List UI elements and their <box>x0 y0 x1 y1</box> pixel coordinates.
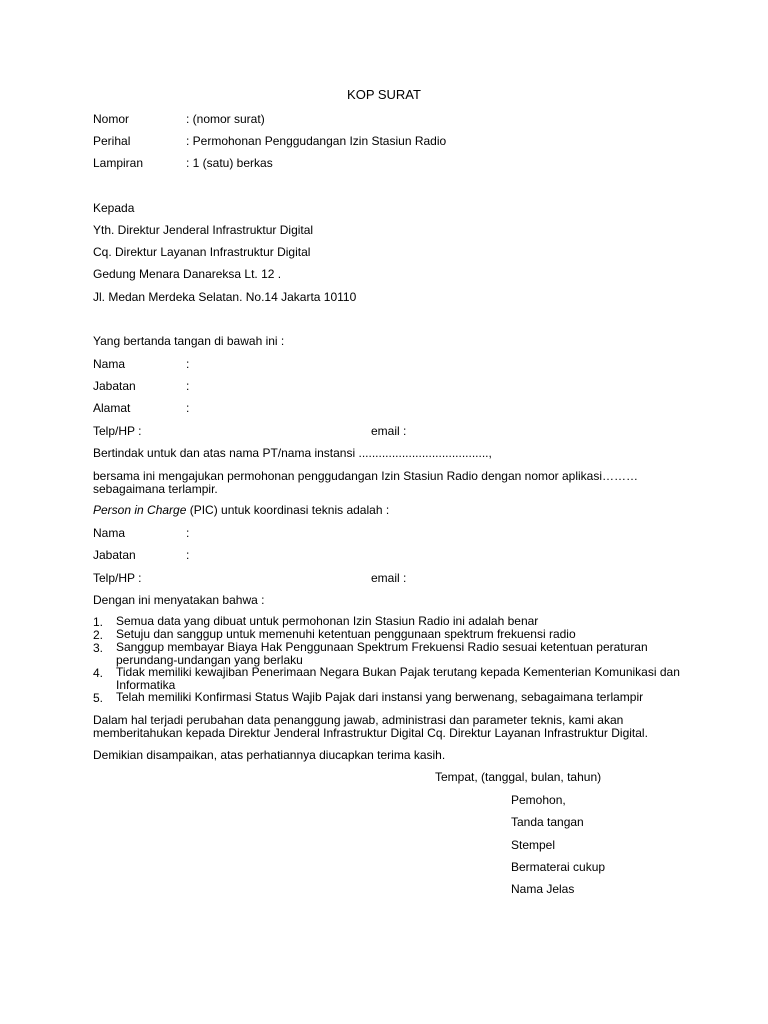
pic-nama-label: Nama <box>93 526 126 540</box>
statement-item-text-cont: perundang-undangan yang berlaku <box>116 653 303 667</box>
signature-materai: Bermaterai cukup <box>511 860 606 874</box>
perihal-label: Perihal <box>93 134 131 148</box>
signer-intro: Yang bertanda tangan di bawah ini : <box>93 334 285 348</box>
permohonan-text-line-1: bersama ini mengajukan permohonan penggudangan Izin Stasiun Radio dengan nomor aplikasi……… <box>93 469 639 483</box>
pic-intro-italic: Person in Charge <box>93 503 187 517</box>
signer-alamat-label: Alamat <box>93 401 131 415</box>
pic-jabatan-colon: : <box>186 548 190 562</box>
signature-stempel: Stempel <box>511 838 556 852</box>
signer-nama-colon: : <box>186 357 190 371</box>
signer-telp-label: Telp/HP : <box>93 424 142 438</box>
pic-intro <box>93 503 389 517</box>
recipient-line-1: Yth. Direktur Jenderal Infrastruktur Digital <box>93 223 314 237</box>
signature-nama-jelas: Nama Jelas <box>511 882 575 896</box>
signer-email-label: email : <box>371 424 407 438</box>
statement-item-number: 3. <box>93 641 104 655</box>
closing-demikian: Demikian disampaikan, atas perhatiannya diucapkan terima kasih. <box>93 748 446 762</box>
pic-telp-label: Telp/HP : <box>93 571 142 585</box>
statement-item-number: 5. <box>93 691 104 705</box>
signature-tanda-tangan: Tanda tangan <box>511 815 584 829</box>
pic-intro-rest: (PIC) untuk koordinasi teknis adalah : <box>186 503 390 517</box>
recipient-line-4: Jl. Medan Merdeka Selatan. No.14 Jakarta 10110 <box>93 290 357 304</box>
closing-paragraph-line-1: Dalam hal terjadi perubahan data penanggung jawab, administrasi dan parameter teknis, kami akan <box>93 713 624 727</box>
nomor-value: : (nomor surat) <box>186 112 265 126</box>
lampiran-value: : 1 (satu) berkas <box>186 156 273 170</box>
pic-nama-colon: : <box>186 526 190 540</box>
statement-item-text: Telah memiliki Konfirmasi Status Wajib Pajak dari instansi yang berwenang, sebagaimana terlampir <box>116 690 644 704</box>
nomor-label: Nomor <box>93 112 130 126</box>
statement-item-text: Semua data yang dibuat untuk permohonan Izin Stasiun Radio ini adalah benar <box>116 614 539 628</box>
statement-item-number: 4. <box>93 666 104 680</box>
permohonan-text-line-2: sebagaimana terlampir. <box>93 482 218 496</box>
statement-item-text: Setuju dan sanggup untuk memenuhi ketentuan penggunaan spektrum frekuensi radio <box>116 627 576 641</box>
statement-item-text-cont: Informatika <box>116 678 176 692</box>
signer-alamat-colon: : <box>186 401 190 415</box>
recipient-kepada: Kepada <box>93 201 135 215</box>
closing-paragraph-line-2: memberitahukan kepada Direktur Jenderal Infrastruktur Digital Cq. Direktur Layanan Infrastruktur Digital. <box>93 726 648 740</box>
statement-item-text: Tidak memiliki kewajiban Penerimaan Negara Bukan Pajak terutang kepada Kementerian Komunikasi dan <box>116 665 680 679</box>
pic-email-label: email : <box>371 571 407 585</box>
statement-item-number: 2. <box>93 628 104 642</box>
signer-jabatan-colon: : <box>186 379 190 393</box>
signature-pemohon: Pemohon, <box>511 793 566 807</box>
lampiran-label: Lampiran <box>93 156 144 170</box>
pic-jabatan-label: Jabatan <box>93 548 136 562</box>
perihal-value: : Permohonan Penggudangan Izin Stasiun Radio <box>186 134 447 148</box>
signature-place-date: Tempat, (tanggal, bulan, tahun) <box>435 770 602 784</box>
letterhead-title: KOP SURAT <box>347 87 421 102</box>
statement-item-text: Sanggup membayar Biaya Hak Penggunaan Spektrum Frekuensi Radio sesuai ketentuan peraturan <box>116 640 648 654</box>
recipient-line-2: Cq. Direktur Layanan Infrastruktur Digital <box>93 245 311 259</box>
statement-item-number: 1. <box>93 615 104 629</box>
signer-jabatan-label: Jabatan <box>93 379 136 393</box>
signer-nama-label: Nama <box>93 357 126 371</box>
bertindak-text: Bertindak untuk dan atas nama PT/nama instansi ......................................., <box>93 446 492 460</box>
statement-intro: Dengan ini menyatakan bahwa : <box>93 593 265 607</box>
recipient-line-3: Gedung Menara Danareksa Lt. 12 . <box>93 267 282 281</box>
